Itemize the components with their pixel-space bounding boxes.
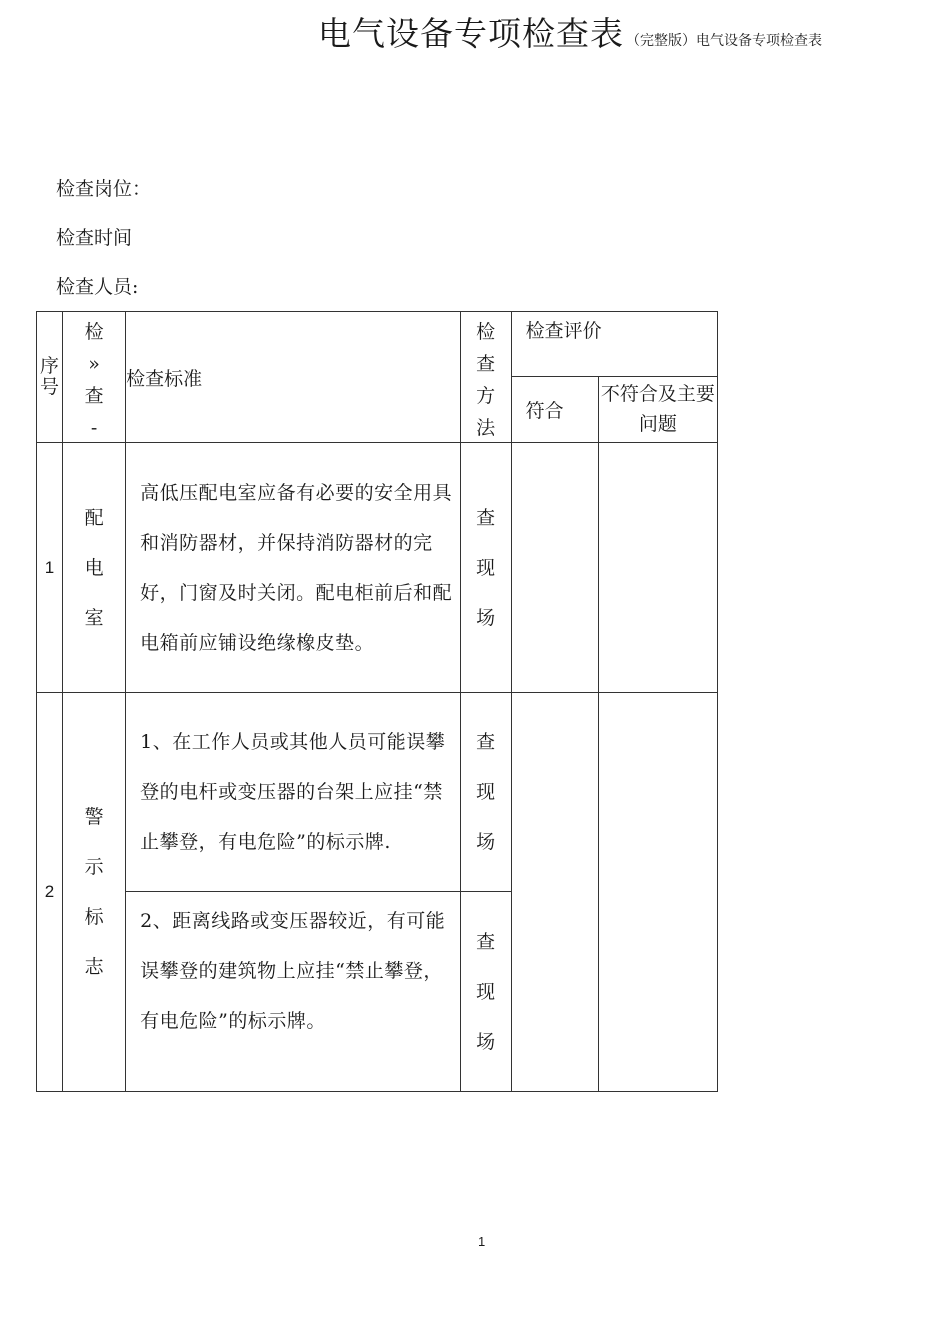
row-nonconform-cell[interactable]	[598, 693, 717, 1092]
header-item-char: »	[88, 353, 100, 375]
title-main: 电气设备专项检查表	[318, 14, 624, 53]
row-item-char: 室	[84, 606, 104, 629]
header-conform: 符合	[511, 376, 598, 442]
row-number: 1	[37, 443, 63, 693]
row-item-char: 示	[84, 856, 104, 878]
header-item	[63, 312, 126, 443]
header-standard: 检查标准	[126, 312, 460, 443]
field-inspection-staff: 检查人员:	[56, 276, 139, 298]
row-item-char: 电	[84, 556, 104, 579]
row-conform-cell[interactable]	[511, 443, 598, 693]
header-method-char: 检	[476, 321, 496, 343]
header-no-char: 序	[40, 355, 60, 377]
header-no-char: 号	[40, 376, 60, 398]
header-evaluation: 检查评价	[511, 312, 717, 377]
table-row	[37, 693, 718, 892]
header-item-char: 查	[84, 385, 104, 407]
table-row	[37, 443, 718, 693]
header-method-char: 方	[476, 385, 496, 407]
header-method-char: 法	[476, 417, 496, 439]
row-method-char: 现	[476, 781, 496, 803]
row-method-char: 查	[476, 506, 496, 529]
field-inspection-post: 检查岗位：	[56, 178, 152, 200]
row-nonconform-cell[interactable]	[598, 443, 717, 693]
row-method-char: 查	[476, 731, 496, 753]
row-method-char: 场	[476, 831, 496, 853]
field-inspection-time: 检查时间	[56, 227, 133, 249]
row-item-char: 志	[84, 956, 104, 978]
row-item	[63, 443, 126, 693]
header-item-char: -	[90, 417, 98, 439]
header-item-char: 检	[84, 321, 104, 343]
row-method-char: 查	[476, 930, 496, 953]
row-item-char: 配	[84, 506, 104, 529]
page-number: 1	[478, 1234, 486, 1249]
row-standard: 2、距离线路或变压器较近，有可能误攀登的建筑物上应挂“禁止攀登，有电危险”的标示牌。	[126, 892, 460, 1092]
row-item-char: 标	[84, 906, 104, 928]
row-item	[63, 693, 126, 1092]
row-method	[460, 892, 511, 1092]
row-conform-cell[interactable]	[511, 693, 598, 1092]
row-item-char: 警	[84, 806, 104, 828]
inspection-table	[36, 311, 718, 1092]
header-method-char: 查	[476, 353, 496, 375]
row-method	[460, 693, 511, 892]
row-method-char: 场	[476, 606, 496, 629]
header-no	[37, 312, 63, 443]
header-method	[460, 312, 511, 443]
row-standard: 1、在工作人员或其他人员可能误攀登的电杆或变压器的台架上应挂“禁止攀登，有电危险”的标示牌.	[126, 693, 460, 892]
title-subtitle: （完整版）电气设备专项检查表	[626, 33, 822, 49]
row-method	[460, 443, 511, 693]
header-nonconform: 不符合及主要问题	[598, 376, 717, 442]
document-title	[318, 8, 822, 55]
row-standard: 高低压配电室应备有必要的安全用具和消防器材，并保持消防器材的完好，门窗及时关闭。配电柜前后和配电箱前应铺设绝缘橡皮垫。	[126, 443, 460, 693]
row-method-char: 场	[476, 1030, 496, 1053]
row-method-char: 现	[476, 556, 496, 579]
row-number: 2	[37, 693, 63, 1092]
row-method-char: 现	[476, 980, 496, 1003]
header-row	[37, 312, 718, 377]
